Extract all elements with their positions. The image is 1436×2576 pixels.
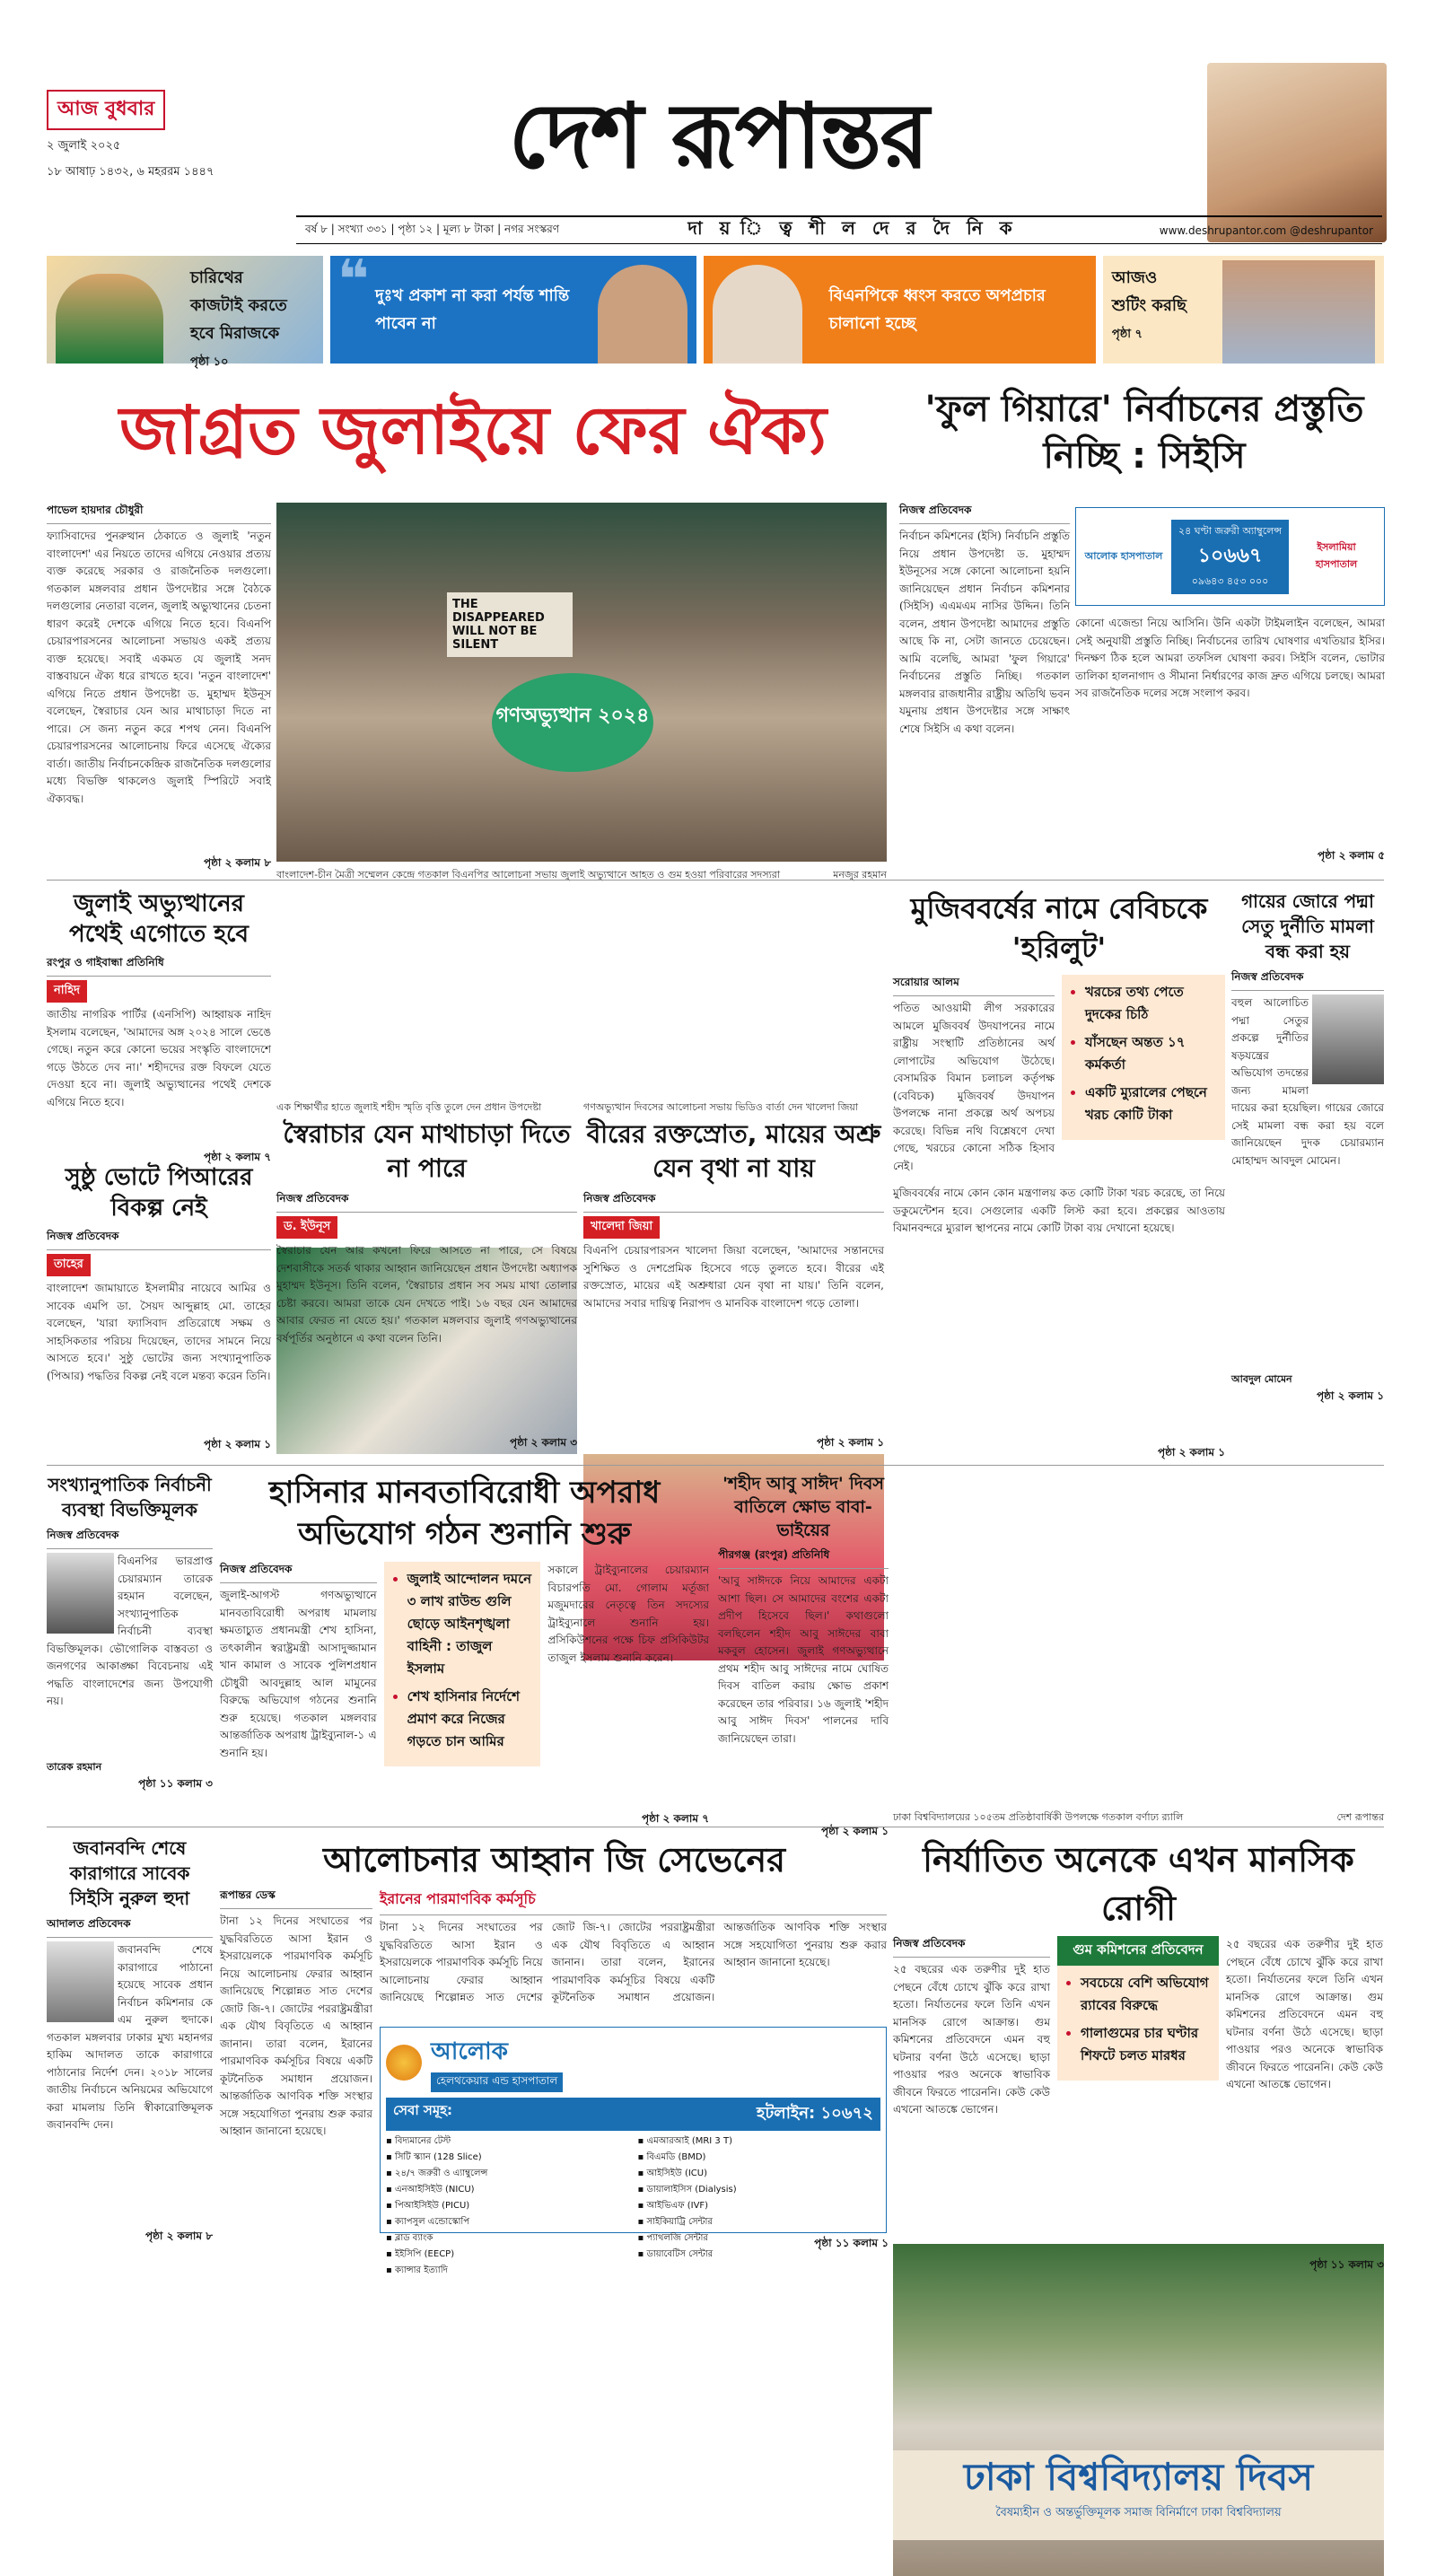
yunus-continued[interactable]: পৃষ্ঠা ২ কলাম ৩ — [509, 1436, 577, 1449]
nurul-continued[interactable]: পৃষ্ঠা ২ কলাম ৮ — [144, 2230, 213, 2242]
yunus-story — [276, 1117, 577, 1459]
highlight-item: জুলাই আন্দোলন দমনে ৩ লাখ রাউন্ড গুলি ছোড়ে আইনশৃঙ্খলা বাহিনী : তাজুল ইসলাম — [407, 1571, 532, 1677]
ad-service-item: ▪ আইসিইউ (ICU) — [637, 2169, 708, 2178]
caption-text: বাংলাদেশ-চীন মৈত্রী সম্মেলন কেন্দ্রে গতকাল বিএনপির আলোচনা সভায় জুলাই অভ্যুত্থানে আহত ও গুম হওয়া পরিবারের সদস্যরা — [276, 869, 781, 881]
lead-headline[interactable]: জাগ্রত জুলাইয়ে ফের ঐক্য — [118, 392, 827, 469]
yunus-headline[interactable]: স্বৈরাচার যেন মাথাচাড়া দিতে না পারে — [283, 1119, 571, 1183]
person-photo — [47, 1553, 114, 1634]
pr-system-headline[interactable]: সংখ্যানুপাতিক নির্বাচনী ব্যবস্থা বিভক্তিমূলক — [48, 1474, 212, 1520]
ad-service-item: ▪ ডায়ালাইসিস (Dialysis) — [637, 2185, 737, 2195]
g7-story — [220, 1836, 889, 2275]
actress-photo — [1222, 260, 1375, 364]
teaser-page: পৃষ্ঠা ১০ — [190, 355, 229, 369]
mujib-highlights — [1062, 975, 1225, 1140]
pr-system-story — [47, 1472, 213, 1822]
ec-story-cont — [1075, 615, 1385, 871]
khaleda-continued[interactable]: পৃষ্ঠা ২ কলাম ১ — [816, 1436, 884, 1449]
teaser-text: আজও শুটিং করছি — [1111, 268, 1186, 315]
main-photo[interactable] — [276, 503, 887, 862]
ad-service-item: ▪ ক্যাপসুল এন্ডোস্কোপি — [386, 2217, 470, 2227]
nurul-body: জবানবন্দি শেষে কারাগারে পাঠানো হয়েছে সাবেক প্রধান নির্বাচন কমিশনার কে এম নুরুল হুদাকে। গতকাল মঙ্গলবার ঢাকার মুখ্য মহানগর হাকিম আদালত তাকে কারাগারে পাঠানোর নির্দেশ দেন। ২০১৮ সালের জাতীয় নির্বাচনে অনিয়মের অভিযোগে করা মামলায় তিনি স্বীকারোক্তিমূলক জবানবন্দি দেন। — [47, 1943, 213, 2131]
ad-service-item: ▪ ডায়াবেটিস সেন্টার — [637, 2249, 714, 2259]
website-link[interactable]: www.deshrupantor.com @deshrupantor — [1159, 223, 1373, 237]
hasina-highlights — [384, 1562, 541, 1766]
ad-service-item: ▪ সিটি স্ক্যান (128 Slice) — [386, 2152, 482, 2162]
padma-continued[interactable]: পৃষ্ঠা ২ কলাম ১ — [1316, 1389, 1384, 1402]
g7-continued[interactable]: পৃষ্ঠা ১১ কলাম ১ — [814, 2237, 889, 2249]
g7-body-cont: টানা ১২ দিনের সংঘাতের পর যুদ্ধবিরতিতে আসা ইরান ও ইসরায়েলকে পারমাণবিক কর্মসূচি নিয়ে আলোচনায় ফেরার আহ্বান জানিয়েছে শিল্পোন্নত সাত দেশের জোট জি-৭। জোটের পররাষ্ট্রমন্ত্রীরা এক যৌথ বিবৃতিতে এ আহ্বান জানান। তারা বলেন, ইরানের পারমাণবিক কর্মসূচির বিষয়ে একটি কূটনৈতিক সমাধান প্রয়োজন। আন্তর্জাতিক আণবিক শক্তি সংস্থার সঙ্গে সহযোগিতা পুনরায় শুরু করার আহ্বান জানানো হয়েছে। — [380, 1921, 887, 2003]
teaser-text: চারিথের কাজটাই করতে হবে মিরাজকে — [190, 268, 287, 343]
victims-headline[interactable]: নির্যাতিত অনেকে এখন মানসিক রোগী — [923, 1840, 1354, 1928]
mujib-story — [893, 889, 1225, 1459]
saeed-story — [718, 1472, 889, 1837]
divider — [47, 880, 1384, 881]
person-photo — [1312, 994, 1384, 1084]
g7-body: টানা ১২ দিনের সংঘাতের পর যুদ্ধবিরতিতে আসা ইরান ও ইসরায়েলকে পারমাণবিক কর্মসূচি নিয়ে আলোচনায় ফেরার আহ্বান জানিয়েছে শিল্পোন্নত সাত দেশের জোট জি-৭। জোটের পররাষ্ট্রমন্ত্রীরা এক যৌথ বিবৃতিতে এ আহ্বান জানান। তারা বলেন, ইরানের পারমাণবিক কর্মসূচির বিষয়ে একটি কূটনৈতিক সমাধান প্রয়োজন। আন্তর্জাতিক আণবিক শক্তি সংস্থার সঙ্গে সহযোগিতা পুনরায় শুরু করার আহ্বান জানানো হয়েছে। — [220, 1914, 372, 2137]
teaser-text: দুঃখ প্রকাশ না করা পর্যন্ত শান্তি পাবেন না — [375, 286, 570, 333]
ad-service-item: ▪ ২৪/৭ জরুরী ও এ্যাম্বুলেন্স — [386, 2169, 488, 2178]
speaker-label: তাহের — [47, 1254, 91, 1276]
victims-highlights — [1057, 1966, 1219, 2081]
speaker-label: খালেদা জিয়া — [583, 1216, 660, 1239]
hasina-byline: নিজস্ব প্রতিবেদক — [220, 1562, 377, 1583]
ad-service-item: ▪ এমআরআই (MRI 3 T) — [637, 2136, 732, 2146]
ad-sub: হেলথকেয়ার এন্ড হাসপাতাল — [431, 2072, 563, 2092]
ec-story — [899, 503, 1070, 871]
nurul-story — [47, 1836, 213, 2266]
ad-hotline-label: ২৪ ঘণ্টা জরুরী অ্যাম্বুলেন্স — [1178, 524, 1283, 537]
khaleda-headline[interactable]: বীরের রক্তস্রোত, মায়ের অশ্রু যেন বৃথা না যায় — [586, 1119, 881, 1183]
rally-banner: ঢাকা বিশ্ববিদ্যালয় দিবস — [963, 2455, 1314, 2499]
speaker-label: নাহিদ — [47, 980, 87, 1003]
teaser-quote-2[interactable] — [704, 256, 1096, 364]
person-photo — [47, 1941, 114, 2022]
lead-body: ফ্যাসিবাদের পুনরুত্থান ঠেকাতে ও জুলাই 'নতুন বাংলাদেশ' এর নিয়তে তাদের এগিয়ে নেওয়ার প্রত্যয় ব্যক্ত করেছে সরকার ও রাজনৈতিক দলগুলো। গতকাল মঙ্গলবার প্রধান উপদেষ্টার সঙ্গে বৈঠকে দলগুলোর নেতারা বলেন, জুলাই অভ্যুত্থানের চেতনা ধারণ করেই দেশকে এগিয়ে নিতে হবে। বিএনপি চেয়ারপারসনের আলোচনা সভায়ও একই প্রত্যয় ব্যক্ত হয়েছে। সবাই একমত যে জুলাই সনদ বাস্তবায়নে ঐক্য ধরে রাখতে হবে। 'নতুন বাংলাদেশ' এগিয়ে নিতে প্রধান উপদেষ্টা ড. মুহাম্মদ ইউনূস বলেছেন, স্বৈরাচার যেন আর মাথাচাড়া দিতে না পারে। সে জন্য নতুন করে শপথ নেন। বিএনপি চেয়ারপারসনের আলোচনায় ফিরে এসেছে ঐক্যের বার্তা। জাতীয় নির্বাচনকেন্দ্রিক রাজনৈতিক দলগুলোর মধ্যে বিভক্তি থাকলেও জুলাই স্পিরিটে সবাই ঐক্যবদ্ধ। — [47, 530, 271, 805]
mujib-body: পতিত আওয়ামী লীগ সরকারের আমলে মুজিববর্ষ উদযাপনের নামে রাষ্ট্রীয় সংস্থাটি প্রতিষ্ঠানের অর্থ লোপাটের অভিযোগ উঠেছে। বেসামরিক বিমান চলাচল কর্তৃপক্ষ (বেবিচক) মুজিববর্ষ উদযাপন উপলক্ষে নানা প্রকল্পে অর্থ অপচয় করেছে। বিভিন্ন নথি বিশ্লেষণে দেখা গেছে, খরচের কোনো সঠিক হিসাব নেই। — [893, 1002, 1055, 1172]
person-name: তারেক রহমান — [47, 1761, 102, 1773]
highlight-item: সবচেয়ে বেশি অভিযোগ র‍্যাবের বিরুদ্ধে — [1081, 1975, 1209, 2013]
hasina-body: জুলাই-আগস্ট গণঅভ্যুত্থানে মানবতাবিরোধী অপরাধ মামলায় ক্ষমতাচ্যুত প্রধানমন্ত্রী শেখ হাসিনা, তৎকালীন স্বরাষ্ট্রমন্ত্রী আসাদুজ্জামান খান কামাল ও সাবেক পুলিশপ্রধান চৌধুরী আবদুল্লাহ আল মামুনের বিরুদ্ধে অভিযোগ গঠনের শুনানি শুরু হয়েছে। গতকাল মঙ্গলবার আন্তর্জাতিক অপরাধ ট্রাইব্যুনাল-১ এ শুনানি হয়। — [220, 1589, 377, 1759]
victims-story — [893, 1836, 1384, 2271]
player-photo — [56, 274, 163, 364]
teaser-row — [47, 249, 1384, 369]
ad-brand: আলোক — [431, 2038, 508, 2065]
nurul-headline[interactable]: জবানবন্দি শেষে কারাগারে সাবেক সিইসি নুরুল হুদা — [69, 1837, 190, 1909]
g7-byline: রূপান্তর ডেস্ক — [220, 1888, 372, 1909]
padma-headline[interactable]: গায়ের জোরে পদ্মা সেতু দুর্নীতি মামলা বন্ধ করা হয় — [1241, 890, 1374, 962]
ad-services-label: সেবা সমূহ: — [393, 2102, 453, 2118]
saeed-byline: পীরগঞ্জ (রংপুর) প্রতিনিধি — [718, 1547, 889, 1569]
person-photo — [713, 265, 802, 364]
ad-service-item: ▪ এনআইসিইউ (NICU) — [386, 2185, 475, 2195]
date-bn: ১৮ আষাঢ় ১৪৩২, ৬ মহররম ১৪৪৭ — [47, 165, 215, 179]
report-box-head: গুম কমিশনের প্রতিবেদন — [1057, 1936, 1219, 1966]
lead-continued[interactable]: পৃষ্ঠা ২ কলাম ৮ — [203, 856, 271, 869]
khaleda-caption: গণঅভ্যুত্থান দিবসের আলোচনা সভায় ভিডিও বার্তা দেন খালেদা জিয়া — [583, 1101, 859, 1113]
ec-headline[interactable]: 'ফুল গিয়ারে' নির্বাচনের প্রস্তুতি নিচ্ছি : সিইসি — [924, 389, 1364, 477]
ec-body-left: নির্বাচন কমিশনের (ইসি) নির্বাচনি প্রস্তুতি নিয়ে প্রধান উপদেষ্টা ড. মুহাম্মদ ইউনূসের সঙ্গে কোনো আলোচনা হয়নি জানিয়েছেন প্রধান নির্বাচন কমিশনার (সিইসি) এএমএম নাসির উদ্দিন। তিনি বলেন, প্রধান উপদেষ্টা আমাদের প্রস্তুতি আছে কি না, সেটা জানতে চেয়েছেন। আমি বলেছি, আমরা 'ফুল গিয়ারে' নির্বাচনের প্রস্তুতি নিচ্ছি। গতকাল মঙ্গলবার রাজধানীর রাষ্ট্রীয় অতিথি ভবন যমুনায় প্রধান উপদেষ্টার সঙ্গে সাক্ষাৎ শেষে সিইসি এ কথা বলেন। — [899, 530, 1070, 735]
lead-story — [47, 503, 271, 871]
photo-credit: মনজুর রহমান — [833, 869, 887, 881]
ad-service-item: ▪ পিআইসিইউ (PICU) — [386, 2201, 470, 2211]
ec-byline: নিজস্ব প্রতিবেদক — [899, 503, 1070, 524]
nurul-byline: আদালত প্রতিবেদক — [47, 1916, 213, 1938]
sun-logo-icon — [386, 2045, 422, 2081]
mujib-byline: সরোয়ার আলম — [893, 975, 1055, 996]
ad-hotline: ১০৬৬৭ — [1197, 544, 1263, 567]
mujib-body-2: মুজিববর্ষের নামে কোন কোন মন্ত্রণালয় কত কোটি টাকা খরচ করেছে, তা নিয়ে ডকুমেন্টেশন হবে। সেগুলোর একটি লিস্ট করা হবে। প্রকল্পের আওতায় বিমানবন্দরে ম্যুরাল স্থাপনের নামে কোটি টাকা ব্যয় দেখানো হয়েছে। — [893, 1187, 1225, 1234]
victims-continued[interactable]: পৃষ্ঠা ১১ কলাম ৩ — [1309, 2258, 1384, 2271]
teaser-text: বিএনপিকে ধ্বংস করতে অপপ্রচার চালানো হচ্ছে — [828, 286, 1046, 333]
divider — [47, 1465, 1384, 1466]
ad-phone: ০৯৬৪৩ ৪৫৩ ০০০ — [1191, 574, 1269, 587]
placard: THE DISAPPEARED WILL NOT BE SILENT — [447, 592, 573, 657]
main-photo-caption — [276, 867, 887, 884]
pr-continued[interactable]: পৃষ্ঠা ২ কলাম ১ — [203, 1438, 271, 1450]
saeed-headline[interactable]: 'শহীদ আবু সাঈদ' দিবস বাতিলে ক্ষোভ বাবা-ভাইয়ের — [722, 1474, 884, 1540]
khaleda-byline: নিজস্ব প্রতিবেদক — [583, 1191, 884, 1213]
newspaper-logo[interactable]: দেশ রূপান্তর — [508, 83, 928, 188]
issue-meta: বর্ষ ৮ | সংখ্যা ৩৩১ | পৃষ্ঠা ১২ | মূল্য ৮ টাকা | নগর সংস্করণ — [305, 222, 560, 235]
padma-story — [1231, 889, 1384, 1459]
highlight-item: খরচের তথ্য পেতে দুদকের চিঠি — [1085, 984, 1184, 1022]
ec-continued[interactable]: পৃষ্ঠা ২ কলাম ৫ — [1317, 849, 1385, 862]
july-body: জাতীয় নাগরিক পার্টির (এনসিপি) আহ্বায়ক নাহিদ ইসলাম বলেছেন, 'আমাদের অঙ্গ ২০২৪ সালে ভেঙে গেছে। নতুন করে কোনো ভয়ের সংস্কৃতি বাংলাদেশে গড়ে উঠতে দেব না।' শহীদদের রক্ত বিফলে যেতে দেওয়া হবে না। জুলাই অভ্যুত্থানের পথেই দেশকে এগিয়ে নিতে হবে। — [47, 1008, 271, 1108]
hasina-continued[interactable]: পৃষ্ঠা ২ কলাম ৭ — [641, 1812, 709, 1825]
padma-byline: নিজস্ব প্রতিবেদক — [1231, 969, 1384, 991]
g7-headline[interactable]: আলোচনার আহ্বান জি সেভেনের — [322, 1840, 786, 1879]
khaleda-body: বিএনপি চেয়ারপারসন খালেদা জিয়া বলেছেন, 'আমাদের সন্তানদের সুশিক্ষিত ও দেশপ্রেমিক হিসেবে গড়ে তুলতে হবে। বীরের এই রক্তস্রোত, মায়ের এই অশ্রুধারা যেন বৃথা না যায়।' তিনি বলেন, আমাদের সবার দায়িত্ব নিরাপদ ও মানবিক বাংলাদেশ গড়ে তোলা। — [583, 1244, 884, 1310]
tagline: দা য় ি ত্ব শী ল দে র দৈ নি ক — [687, 217, 1018, 239]
mujib-headline[interactable]: মুজিববর্ষের নামে বেবিচকে 'হরিলুট' — [910, 891, 1208, 965]
ad-right-brand: ইসলামিয়া হাসপাতাল — [1315, 541, 1358, 570]
khaleda-story — [583, 1117, 884, 1459]
ad-service-item: ▪ ব্লাড ব্যাংক — [386, 2233, 433, 2243]
day-label: আজ বুধবার — [47, 90, 165, 130]
ad-hotline-label: হটলাইন: — [757, 2104, 816, 2123]
pr-headline[interactable]: সুষ্ঠু ভোটে পিআরের বিকল্প নেই — [65, 1164, 253, 1222]
july-byline: রংপুর ও গাইবান্ধা প্রতিনিধি — [47, 955, 271, 977]
person-name: আবদুল মোমেন — [1231, 1373, 1292, 1385]
ad-service-item: ▪ প্যাথলজি সেন্টার — [637, 2233, 708, 2243]
pr-system-byline: নিজস্ব প্রতিবেদক — [47, 1528, 213, 1549]
date-en: ২ জুলাই ২০২৫ — [47, 139, 121, 153]
july-headline[interactable]: জুলাই অভ্যুত্থানের পথেই এগোতে হবে — [69, 890, 249, 948]
ad-service-item: ▪ সাইকিয়াট্রি সেন্টার — [637, 2217, 713, 2227]
victims-body-2: ২৫ বছরের এক তরুণীর দুই হাত পেছনে বেঁধে চোখে ঝুঁকি করে রাখা হতো। নির্যাতনের ফলে তিনি এখন মানসিক রোগে আক্রান্ত। গুম কমিশনের প্রতিবেদনে এমন বহু ঘটনার বর্ণনা উঠে এসেছে। ছাড়া পাওয়ার পরও অনেকে স্বাভাবিক জীবনে ফিরতে পারেননি। কেউ কেউ এখনো আতঙ্কে ভোগেন। — [1226, 1938, 1383, 2090]
saeed-body: 'আবু সাঈদকে নিয়ে আমাদের একটা আশা ছিল। সে আমাদের বংশের একটা প্রদীপ হিসেবে ছিল।' কথাগুলো বলছিলেন শহীদ আবু সাঈদের বাবা মকবুল হোসেন। জুলাই গণঅভ্যুত্থানে প্রথম শহীদ আবু সাঈদের নামে ঘোষিত দিবস বাতিল করায় ক্ষোভ প্রকাশ করেছেন তার পরিবার। ১৬ জুলাই 'শহীদ আবু সাঈদ দিবস' পালনের দাবি জানিয়েছেন তারা। — [718, 1574, 889, 1745]
speaker-label: ড. ইউনূস — [276, 1216, 337, 1239]
teaser-sports[interactable] — [47, 256, 323, 369]
ad-service-item: ▪ বিএমডি (BMD) — [637, 2152, 706, 2162]
quote-icon: ❝ — [337, 249, 370, 311]
victims-byline: নিজস্ব প্রতিবেদক — [893, 1936, 1050, 1958]
masthead-left — [47, 90, 253, 182]
yunus-byline: নিজস্ব প্রতিবেদক — [276, 1191, 577, 1213]
hasina-headline[interactable]: হাসিনার মানবতাবিরোধী অপরাধ অভিযোগ গঠন শুনানি শুরু — [268, 1475, 661, 1552]
ad-service-item: ▪ ইইসিপি (EECP) — [386, 2249, 455, 2259]
du-caption — [893, 1809, 1384, 1827]
yunus-body: স্বৈরাচার যেন আর কখনো ফিরে আসতে না পারে, সে বিষয়ে দেশবাসীকে সতর্ক থাকার আহ্বান জানিয়েছেন প্রধান উপদেষ্টা অধ্যাপক মুহাম্মদ ইউনূস। তিনি বলেন, 'স্বৈরাচার প্রধান সব সময় মাথা তোলার চেষ্টা করবে। আমরা তাকে যেন দেখতে পাই। ১৬ বছর যেন আমাদের আবার ফেরত না যেতে হয়।' গতকাল মঙ্গলবার জুলাই গণঅভ্যুত্থানের বর্ষপূর্তির অনুষ্ঠানে এ কথা বলেন তিনি। — [276, 1244, 577, 1345]
g7-subhead: ইরানের পারমাণবিক কর্মসূচি — [380, 1888, 887, 1915]
pr-byline: নিজস্ব প্রতিবেদক — [47, 1229, 271, 1250]
rally-banner-sub: বৈষম্যহীন ও অন্তর্ভুক্তিমূলক সমাজ বিনির্মাণে ঢাকা বিশ্ববিদ্যালয় — [995, 2506, 1282, 2519]
person-photo — [598, 265, 687, 364]
victims-body: ২৫ বছরের এক তরুণীর দুই হাত পেছনে বেঁধে চোখে ঝুঁকি করে রাখা হতো। নির্যাতনের ফলে তিনি এখন মানসিক রোগে আক্রান্ত। গুম কমিশনের প্রতিবেদনে এমন বহু ঘটনার বর্ণনা উঠে এসেছে। ছাড়া পাওয়ার পরও অনেকে স্বাভাবিক জীবনে ফিরতে পারেননি। কেউ কেউ এখনো আতঙ্কে ভোগেন। — [893, 1963, 1050, 2116]
ad-service-list — [386, 2134, 880, 2279]
highlight-item: গালাগুমের চার ঘণ্টার শিফটে চলত মারধর — [1081, 2025, 1199, 2063]
photo-credit: দেশ রূপান্তর — [1336, 1811, 1384, 1823]
ad-service-item: ▪ ক্যান্সার ইত্যাদি — [386, 2265, 448, 2275]
saeed-continued[interactable]: পৃষ্ঠা ২ কলাম ১ — [820, 1825, 889, 1837]
ad-hotline: ১০৬৭২ — [820, 2104, 873, 2123]
yunus-caption: এক শিক্ষার্থীর হাতে জুলাই শহীদ স্মৃতি বৃত্তি তুলে দেন প্রধান উপদেষ্টা — [276, 1101, 542, 1113]
teaser-quote-1[interactable] — [330, 249, 696, 364]
pr-system-continued[interactable]: পৃষ্ঠা ১১ কলাম ৩ — [138, 1777, 213, 1790]
pr-system-body: বিএনপির ভারপ্রাপ্ত চেয়ারম্যান তারেক রহমান বলেছেন, সংখ্যানুপাতিক নির্বাচনী ব্যবস্থা বিভক্তিমূলক। ভৌগোলিক বাস্তবতা ও জনগণের আকাঙ্ক্ষা বিবেচনায় এই পদ্ধতি বাংলাদেশের জন্য উপযোগী নয়। — [47, 1555, 213, 1707]
ad-service-item: ▪ আইভিএফ (IVF) — [637, 2201, 709, 2211]
ec-body-right: কোনো এজেন্ডা নিয়ে আসিনি। উনি একটা টাইমলাইন বলেছেন, আমরা সেই অনুযায়ী প্রস্তুতি নিচ্ছি। নির্বাচনের তারিখ ঘোষণার এখতিয়ার ইসির। দিনক্ষণ ঠিক হলে আমরা তফসিল ঘোষণা করব। সিইসি বলেন, ভোটার তালিকা হালনাগাদ ও সীমানা নির্ধারণের কাজ দ্রুত এগিয়ে চলছে। আমরা সব রাজনৈতিক দলের সঙ্গে সংলাপ করব। — [1075, 617, 1385, 699]
ad-left-brand: আলোক হাসপাতাল — [1084, 549, 1163, 562]
hospital-ad-top[interactable] — [1075, 507, 1385, 606]
july-continued[interactable]: পৃষ্ঠা ২ কলাম ৭ — [203, 1151, 271, 1163]
teaser-page: পৃষ্ঠা ৭ — [1111, 328, 1143, 341]
highlight-item: যাঁসছেন অন্তত ১৭ কর্মকর্তা — [1085, 1034, 1186, 1073]
lead-byline: পাভেল হায়দার চৌধুরী — [47, 503, 271, 524]
pr-story — [47, 1162, 271, 1459]
highlight-item: শেখ হাসিনার নির্দেশে প্রমাণ করে নিজের গড়তে চান আমির — [407, 1688, 520, 1749]
teaser-entertainment[interactable] — [1103, 256, 1384, 364]
ad-service-item: ▪ বিদ্যমানের টেস্ট — [386, 2136, 451, 2146]
hasina-body-2: সকালে ট্রাইব্যুনালের চেয়ারম্যান বিচারপতি মো. গোলাম মর্তূজা মজুমদারের নেতৃত্বে তিন সদস্যের ট্রাইব্যুনালে শুনানি হয়। প্রসিকিউশনের পক্ষে চিফ প্রসিকিউটর তাজুল ইসলাম শুনানি করেন। — [547, 1564, 709, 1664]
highlight-item: একটি ম্যুরালের পেছনে খরচ কোটি টাকা — [1085, 1084, 1207, 1123]
event-badge: গণঅভ্যুত্থান ২০২৪ — [492, 673, 653, 772]
du-rally-photo[interactable] — [893, 2244, 1384, 2576]
tagline-bar — [296, 215, 1382, 244]
mujib-continued[interactable]: পৃষ্ঠা ২ কলাম ১ — [1157, 1446, 1225, 1459]
padma-body: বহুল আলোচিত পদ্মা সেতুর প্রকল্পে দুর্নীতির ষড়যন্ত্রের অভিযোগ তদন্তের জন্য মামলা দায়ের করা হয়েছিল। গায়ের জোরে সেই মামলা বন্ধ করা হয় বলে জানিয়েছেন দুদক চেয়ারম্যান মোহাম্মদ আবদুল মোমেন। — [1231, 996, 1384, 1167]
july-story — [47, 889, 271, 1163]
pr-body: বাংলাদেশ জামায়াতে ইসলামীর নায়েবে আমির ও সাবেক এমপি ডা. সৈয়দ আব্দুল্লাহ মো. তাহের বলেছেন, 'যারা ফ্যাসিবাদ প্রতিরোধে সক্ষম ও সাহসিকতার পরিচয় দিয়েছেন, তাদের সামনে নিয়ে আসতে হবে।' সুষ্ঠু ভোটের জন্য সংখ্যানুপাতিক (পিআর) পদ্ধতির বিকল্প নেই বলে মন্তব্য করেন তিনি। — [47, 1282, 271, 1382]
caption-text: ঢাকা বিশ্ববিদ্যালয়ের ১০৫তম প্রতিষ্ঠাবার্ষিকী উপলক্ষে গতকাল বর্ণাঢ্য র‍্যালি — [893, 1811, 1184, 1823]
hasina-story — [220, 1472, 709, 1825]
